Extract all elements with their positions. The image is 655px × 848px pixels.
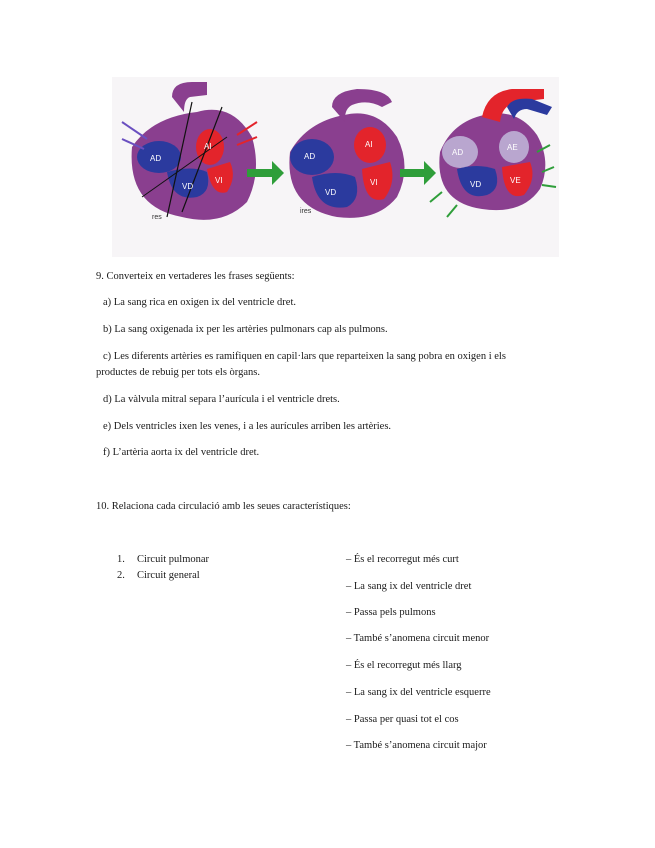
label-ai: AI xyxy=(365,140,373,149)
arrow-right-icon xyxy=(400,161,436,185)
characteristic-item: – La sang ix del ventricle dret xyxy=(346,581,472,592)
heart-cycle-figure xyxy=(112,77,559,257)
list-number: 2. xyxy=(117,570,125,581)
label-vi: VI xyxy=(370,178,378,187)
label-ve: VE xyxy=(510,176,521,185)
label-ai: AI xyxy=(204,142,212,151)
question-10-title: 10. Relaciona cada circulació amb les seues característiques: xyxy=(96,501,351,512)
caption-2: ires xyxy=(300,208,312,215)
label-ae: AE xyxy=(507,143,518,152)
label-vd: VD xyxy=(470,180,482,189)
characteristic-item: – La sang ix del ventricle esquerre xyxy=(346,687,491,698)
heart-diagram-2 xyxy=(289,89,404,218)
list-number: 1. xyxy=(117,554,125,565)
question-9-item-a: a) La sang rica en oxigen ix del ventricle dret. xyxy=(103,297,296,308)
characteristic-item: – És el recorregut més curt xyxy=(346,554,459,565)
question-9-title: 9. Converteix en vertaderes les frases següents: xyxy=(96,271,295,282)
characteristic-item: – És el recorregut més llarg xyxy=(346,660,462,671)
question-9-item-e: e) Dels ventricles ixen les venes, i a les aurícules arriben les artèries. xyxy=(103,421,392,432)
circuit-label: Circuit pulmonar xyxy=(137,554,210,565)
caption-1: res xyxy=(152,214,162,221)
label-ad: AD xyxy=(150,154,162,163)
list-item xyxy=(117,553,209,566)
characteristic-item: – Passa pels pulmons xyxy=(346,607,436,618)
label-ad: AD xyxy=(304,152,316,161)
list-item xyxy=(117,569,200,582)
characteristic-item: – També s’anomena circuit major xyxy=(346,740,487,751)
characteristic-item: – Passa per quasi tot el cos xyxy=(346,714,459,725)
circuit-label: Circuit general xyxy=(137,570,200,581)
label-ad: AD xyxy=(452,148,464,157)
question-9-item-d: d) La vàlvula mitral separa l’aurícula i el ventricle drets. xyxy=(103,394,340,405)
heart-diagram-1 xyxy=(122,82,257,221)
characteristic-item: – També s’anomena circuit menor xyxy=(346,633,490,644)
heart-diagram-3 xyxy=(430,89,556,217)
label-vd: VD xyxy=(182,182,194,191)
question-9-item-f: f) L’artèria aorta ix del ventricle dret. xyxy=(103,447,260,458)
label-vi: VI xyxy=(215,176,223,185)
label-vd: VD xyxy=(325,188,337,197)
question-9-item-b: b) La sang oxigenada ix per les artèries pulmonars cap als pulmons. xyxy=(103,324,388,335)
question-9-item-c: c) Les diferents artèries es ramifiquen en capil·lars que reparteixen la sang pobra en oxigen i els productes de rebuig per tots els òrgans. xyxy=(96,351,506,378)
